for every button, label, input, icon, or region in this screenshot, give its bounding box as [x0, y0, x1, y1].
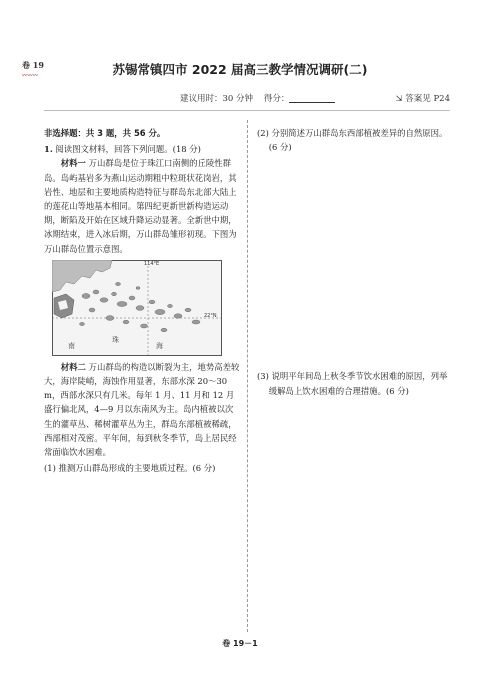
question-number: 1.: [44, 144, 53, 155]
left-column: [44, 126, 240, 475]
section-heading: 非选择题：共 3 题，共 56 分。: [44, 128, 166, 138]
material-1-text: 万山群岛是位于珠江口南侧的丘陵性群岛。岛屿基岩多为燕山运动期粗中粒斑状花岗岩，其岩性、地层和主要地质构造特征与群岛东北部大陆上的莲花山等地基本相同。第四纪更新世新构造运动期，断陷及开始在区域升降运动显著。全新世中期，冰期结束，进入冰后期，万山群岛雏形初现。下图为万山群岛位置示意图。: [44, 158, 237, 254]
page-number: 卷 19－1: [222, 639, 258, 648]
material-2: [44, 360, 240, 459]
column-divider: [247, 120, 248, 632]
header-rule: [44, 110, 450, 111]
material-2-text: 万山群岛的构造以断裂为主，地势高差较大，海岸陡峭，海蚀作用显著，东部水深 20～30 m，西部水深只有几米。每年 1 月、11 月和 12 月盛行偏北风，4—9 月以东南风为主。岛内植被以次生的灌草丛、稀树灌草丛为主，群岛东部植被稀疏，西部相对茂密。平年间，每到秋冬季节，岛上居民经常面临饮水困难。: [44, 361, 240, 458]
right-column: [257, 126, 453, 398]
material-1: [44, 156, 240, 255]
longitude-label: 114°E: [144, 260, 160, 267]
paper-tab-label: 卷 19: [22, 60, 44, 70]
latitude-label: 22°N: [204, 312, 217, 319]
paper-title: 苏锡常镇四市 2022 届高三教学情况调研(二): [112, 62, 368, 77]
sub-question-3: (3) 说明平年间岛上秋冬季节饮水困难的原因，列举缓解岛上饮水困难的合理措施。(6 分): [257, 371, 448, 396]
material-2-label: 材料二: [60, 361, 86, 372]
sub-question-2: (2) 分别简述万山群岛东西部植被差异的自然原因。(6 分): [257, 128, 448, 153]
question-1-text: 阅读图文材料，回答下列问题。(18 分): [55, 144, 201, 155]
material-1-label: 材料一: [60, 158, 86, 169]
score-label: 得分：: [263, 94, 290, 104]
question-1-stem: [44, 142, 240, 156]
decorative-script: 〰〰〰: [22, 73, 39, 79]
islands-map: [52, 260, 222, 356]
answer-ref-label: 答案见 P24: [405, 94, 450, 104]
arrow-icon: ⇲: [395, 94, 403, 104]
time-label: 建议用时：30 分钟: [180, 94, 254, 104]
map-label-b: 海: [156, 341, 163, 350]
sub-question-1: (1) 推测万山群岛形成的主要地质过程。(6 分): [44, 463, 216, 474]
map-figure: [52, 260, 222, 356]
map-label-c: 南: [68, 341, 75, 350]
score-blank: [289, 93, 335, 103]
time-score-line: [180, 92, 335, 104]
answer-reference: [395, 92, 450, 104]
map-label-a: 珠: [112, 335, 119, 344]
